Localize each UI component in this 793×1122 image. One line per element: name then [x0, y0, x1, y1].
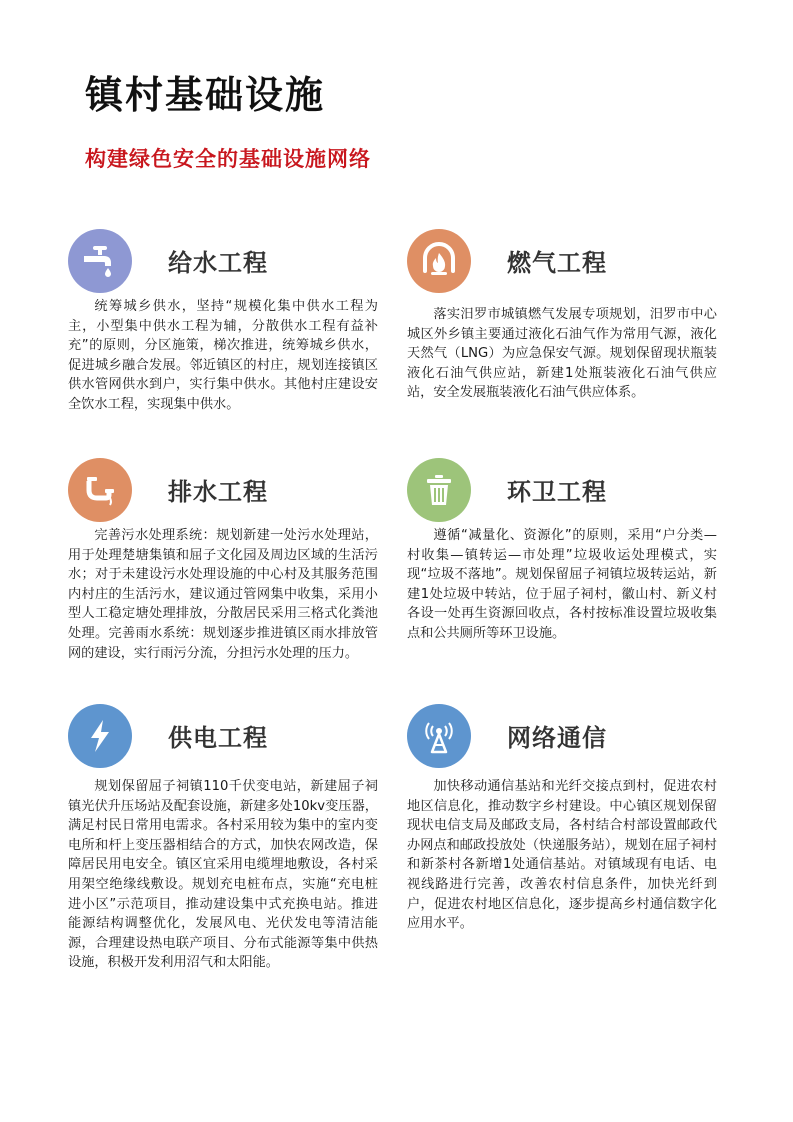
section-header	[407, 704, 717, 774]
section-title: 燃气工程	[507, 249, 607, 277]
lightning-icon-graphic	[80, 716, 120, 756]
section-water-supply	[68, 229, 378, 415]
section-body: 完善污水处理系统：规划新建一处污水处理站，用于处理楚塘集镇和屈子文化园及周边区域的生活污水；对于未建设污水处理设施的中心村及其服务范围内村庄的生活污水，建议通过管网集中收集，采用小型人工稳定塘处理排放，分散居民采用三格式化粪池处理。完善雨水系统：规划逐步推进镇区雨水排放管网的建设，实行雨污分流，分担污水处理的压力。	[68, 528, 378, 661]
section-header	[68, 229, 378, 299]
section-body: 遵循“减量化、资源化”的原则，采用“户分类—村收集—镇转运—市处理”垃圾收运处理模式，实现“垃圾不落地”。规划保留屈子祠镇垃圾转运站，新建1处垃圾中转站，位于屈子祠村，徽山村、新义村各设一处再生资源回收点，各村按标准设置垃圾收集点和公共厕所等环卫设施。	[407, 528, 717, 641]
section-body: 规划保留屈子祠镇110千伏变电站，新建屈子祠镇光伏升压场站及配套设施，新建多处10kv变压器，满足村民日常用电需求。各村采用较为集中的室内变电所和杆上变压器相结合的方式，加快农网改造，保障居民用电安全。镇区宜采用电缆埋地敷设，各村采用架空绝缘线敷设。规划充电桩布点，实施“充电桩进小区”示范项目，推动建设集中式充换电站。推进能源结构调整优化，发展风电、光伏发电等清洁能源，合理建设热电联产项目、分布式能源等集中供热设施，积极开发利用沼气和太阳能。	[68, 779, 378, 971]
section-header	[68, 704, 378, 774]
section-title: 排水工程	[168, 478, 268, 506]
trash-can-icon	[407, 458, 471, 522]
section-header	[407, 458, 717, 528]
section-body: 加快移动通信基站和光纤交接点到村，促进农村地区信息化，推动数字乡村建设。中心镇区规划保留现状电信支局及邮政支局，各村结合村部设置邮政代办网点和邮政投放处（快递服务站），规划在屈子祠村和新茶村各新增1处通信基站。对镇域现有电话、电视线路进行完善，改善农村信息条件，加快光纤到户，促进农村地区信息化，逐步提高乡村通信数字化应用水平。	[407, 779, 717, 932]
signal-tower-icon	[407, 704, 471, 768]
section-telecom	[407, 704, 717, 934]
signal-tower-icon-graphic	[419, 716, 459, 756]
gas-flame-icon-graphic	[419, 241, 459, 281]
section-title: 给水工程	[168, 249, 268, 277]
section-body: 统筹城乡供水，坚持“规模化集中供水工程为主，小型集中供水工程为辅，分散供水工程有益补充”的原则，分区施策，梯次推进，统筹城乡供水，促进城乡融合发展。邻近镇区的村庄，规划连接镇区供水管网供水到户，实行集中供水。其他村庄建设安全饮水工程，实现集中供水。	[68, 299, 378, 412]
section-header	[407, 229, 717, 299]
faucet-icon	[68, 229, 132, 293]
section-drainage	[68, 458, 378, 663]
gas-flame-icon	[407, 229, 471, 293]
faucet-icon-graphic	[80, 241, 120, 281]
section-body: 落实汨罗市城镇燃气发展专项规划，汨罗市中心城区外乡镇主要通过液化石油气作为常用气源，液化天然气（LNG）为应急保安气源。规划保留现状瓶装液化石油气供应站，新建1处瓶装液化石油气供应站，安全发展瓶装液化石油气供应体系。	[407, 307, 717, 401]
section-title: 供电工程	[168, 724, 268, 752]
page-title: 镇村基础设施	[85, 73, 326, 117]
trash-can-icon-graphic	[419, 470, 459, 510]
drain-pipe-icon-graphic	[80, 470, 120, 510]
lightning-icon	[68, 704, 132, 768]
page-subtitle: 构建绿色安全的基础设施网络	[85, 147, 371, 171]
section-sanitation	[407, 458, 717, 644]
section-header	[68, 458, 378, 528]
section-power	[68, 704, 378, 973]
section-title: 网络通信	[507, 724, 607, 752]
drain-pipe-icon	[68, 458, 132, 522]
section-title: 环卫工程	[507, 478, 607, 506]
section-gas	[407, 229, 717, 403]
